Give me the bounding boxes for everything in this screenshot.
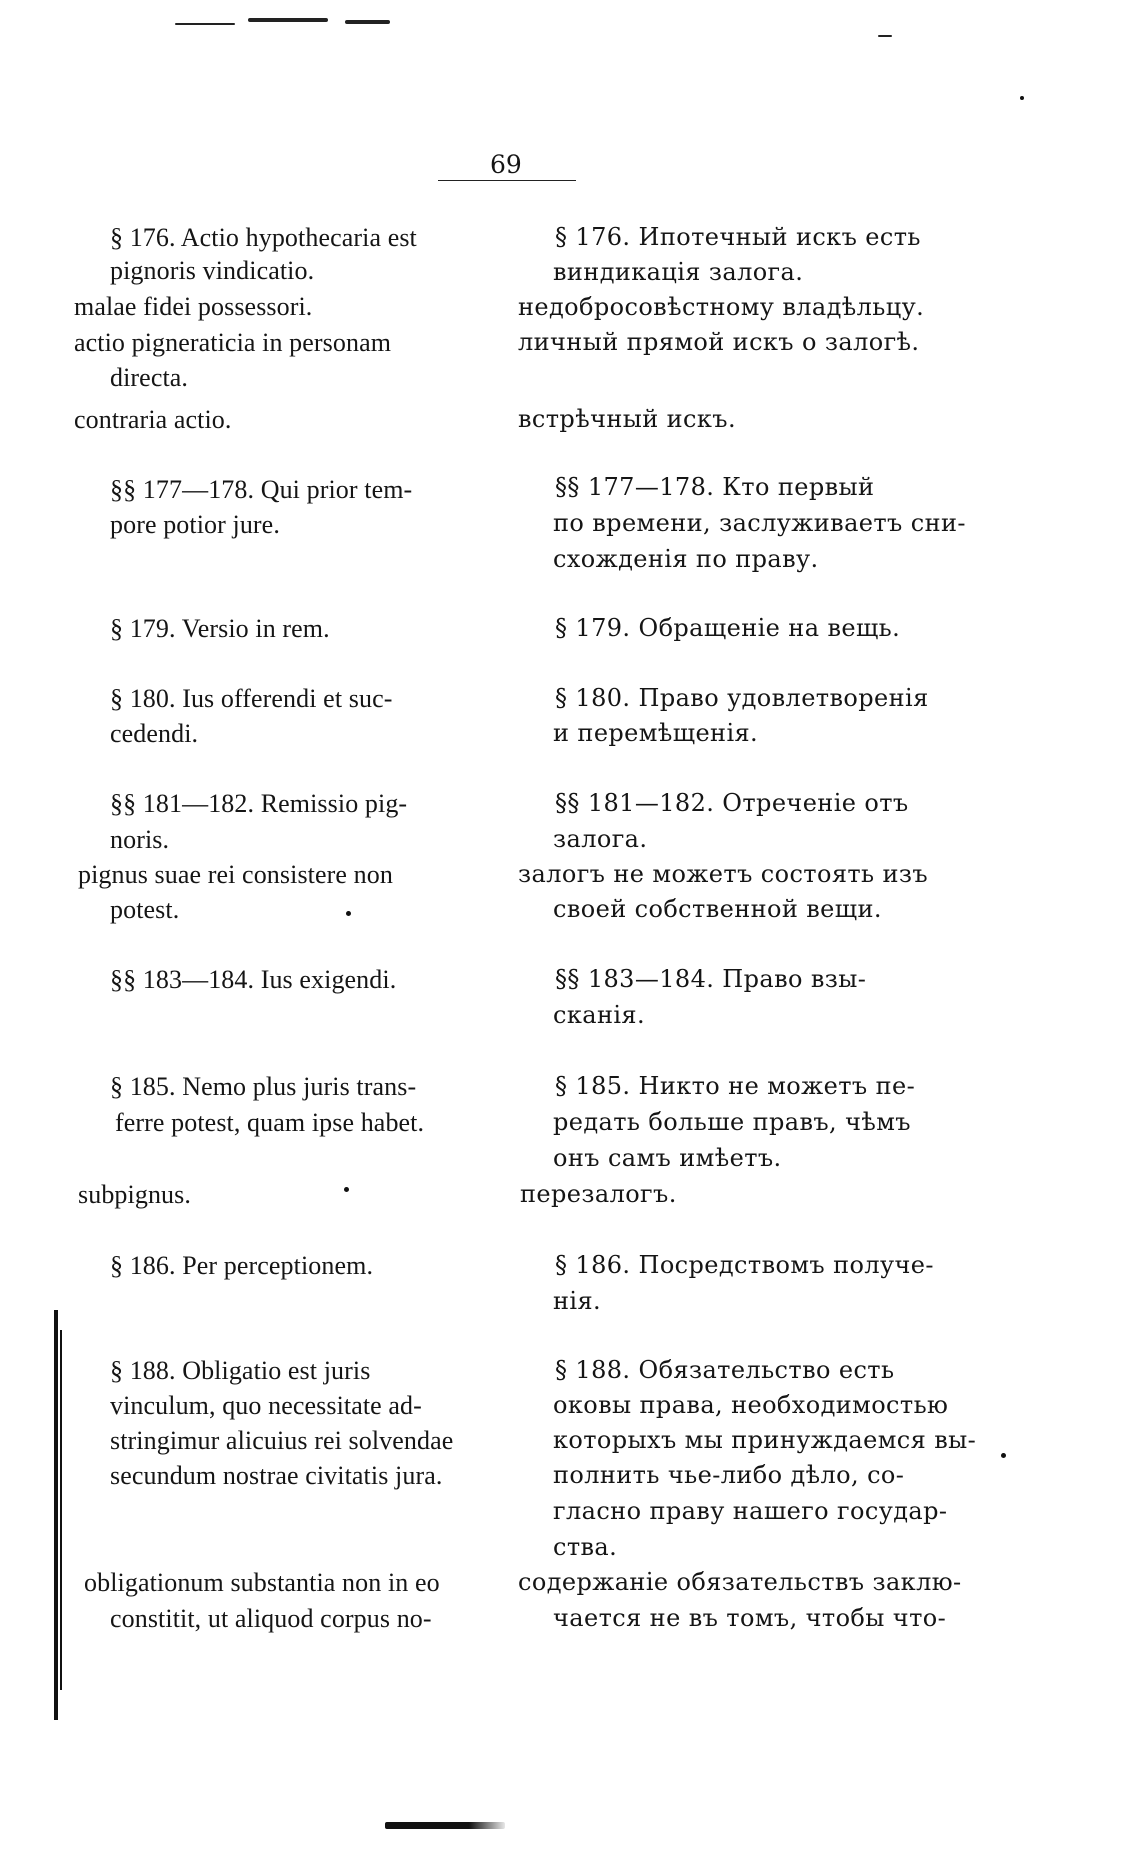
latin-line-25: obligationum substantia non in eo [84,1568,440,1597]
latin-line-12: §§ 181—182. Remissio pig- [110,789,408,818]
left-margin-thin-bar [60,1330,62,1690]
latin-line-7: §§ 177—178. Qui prior tem- [110,475,413,504]
russian-line-25: оковы права, необходимостью [553,1391,949,1419]
latin-line-6: contraria actio. [74,405,232,434]
russian-line-24: § 188. Обязательство есть [555,1356,895,1384]
bottom-ornament [385,1822,505,1829]
russian-line-6: §§ 177—178. Кто первый [555,473,875,501]
latin-line-13: noris. [110,825,170,854]
latin-line-4: actio pigneraticia in personam [74,328,392,357]
russian-line-7: по времени, заслуживаетъ сни- [553,509,966,537]
latin-line-2: pignoris vindicatio. [110,256,315,285]
russian-line-22: § 186. Посредствомъ получе- [555,1251,934,1279]
page-number-rule [438,180,576,181]
latin-line-21: § 188. Obligatio est juris [110,1356,371,1385]
latin-line-20: § 186. Per perceptionem. [110,1251,374,1280]
russian-line-4: личный прямой искъ о залогѣ. [518,328,920,356]
top-scan-mark-4 [878,35,892,37]
small-dot-right-top [1020,96,1024,100]
russian-line-18: § 185. Никто не можетъ пе- [555,1072,916,1100]
small-dot-center [346,911,351,916]
russian-line-31: чается не въ томъ, чтобы что- [553,1604,947,1632]
latin-line-5: directa. [110,363,189,392]
latin-line-10: § 180. Ius offerendi et suc- [110,684,393,713]
small-dot-right-margin [1001,1453,1006,1458]
latin-line-3: malae fidei possessori. [74,292,313,321]
russian-line-11: и перемѣщенія. [553,719,759,747]
top-scan-mark-3 [345,20,390,24]
latin-line-9: § 179. Versio in rem. [110,614,330,643]
russian-line-26: которыхъ мы принуждаемся вы- [553,1426,977,1454]
latin-line-23: stringimur alicuius rei solvendae [110,1426,454,1455]
russian-line-13: залога. [553,825,648,853]
latin-line-24: secundum nostrae civitatis jura. [110,1461,443,1490]
russian-line-17: сканія. [553,1001,645,1029]
russian-line-20: онъ самъ имѣетъ. [553,1144,782,1172]
russian-line-15: своей собственной вещи. [553,895,882,923]
russian-line-12: §§ 181—182. Отреченіе отъ [555,789,909,817]
russian-line-21: перезалогъ. [520,1180,677,1208]
russian-line-5: встрѣчный искъ. [518,405,736,433]
russian-line-16: §§ 183—184. Право взы- [555,965,867,993]
russian-line-8: схожденія по праву. [553,545,819,573]
russian-line-19: редать больше правъ, чѣмъ [553,1108,911,1136]
small-dot-subpignus [344,1187,349,1192]
russian-line-27: полнить чье-либо дѣло, со- [553,1461,905,1489]
russian-line-10: § 180. Право удовлетворенія [555,684,929,712]
top-scan-mark-1 [175,23,235,25]
latin-line-14: pignus suae rei consistere non [78,860,393,889]
russian-line-30: содержаніе обязательствъ заклю- [518,1568,962,1596]
russian-line-9: § 179. Обращеніе на вещь. [555,614,901,642]
latin-line-8: pore potior jure. [110,510,280,539]
latin-line-17: § 185. Nemo plus juris trans- [110,1072,417,1101]
latin-line-16: §§ 183—184. Ius exigendi. [110,965,397,994]
latin-line-15: potest. [110,895,180,924]
latin-line-22: vinculum, quo necessitate ad- [110,1391,422,1420]
page-number: 69 [490,150,522,179]
russian-line-3: недобросовѣстному владѣльцу. [518,293,925,321]
latin-line-19: subpignus. [78,1180,191,1209]
latin-line-26: constitit, ut aliquod corpus no- [110,1604,432,1633]
russian-line-2: виндикація залога. [553,258,804,286]
russian-line-14: залогъ не можетъ состоять изъ [518,860,929,888]
latin-line-11: cedendi. [110,719,199,748]
russian-line-23: нія. [553,1287,602,1315]
russian-line-28: гласно праву нашего государ- [553,1497,948,1525]
latin-line-18: ferre potest, quam ipse habet. [115,1108,425,1137]
russian-line-1: § 176. Ипотечный искъ есть [555,223,921,251]
russian-line-29: ства. [553,1533,618,1561]
left-margin-bar [54,1310,58,1720]
top-scan-mark-2 [248,18,328,22]
latin-line-1: § 176. Actio hypothecaria est [110,223,417,252]
